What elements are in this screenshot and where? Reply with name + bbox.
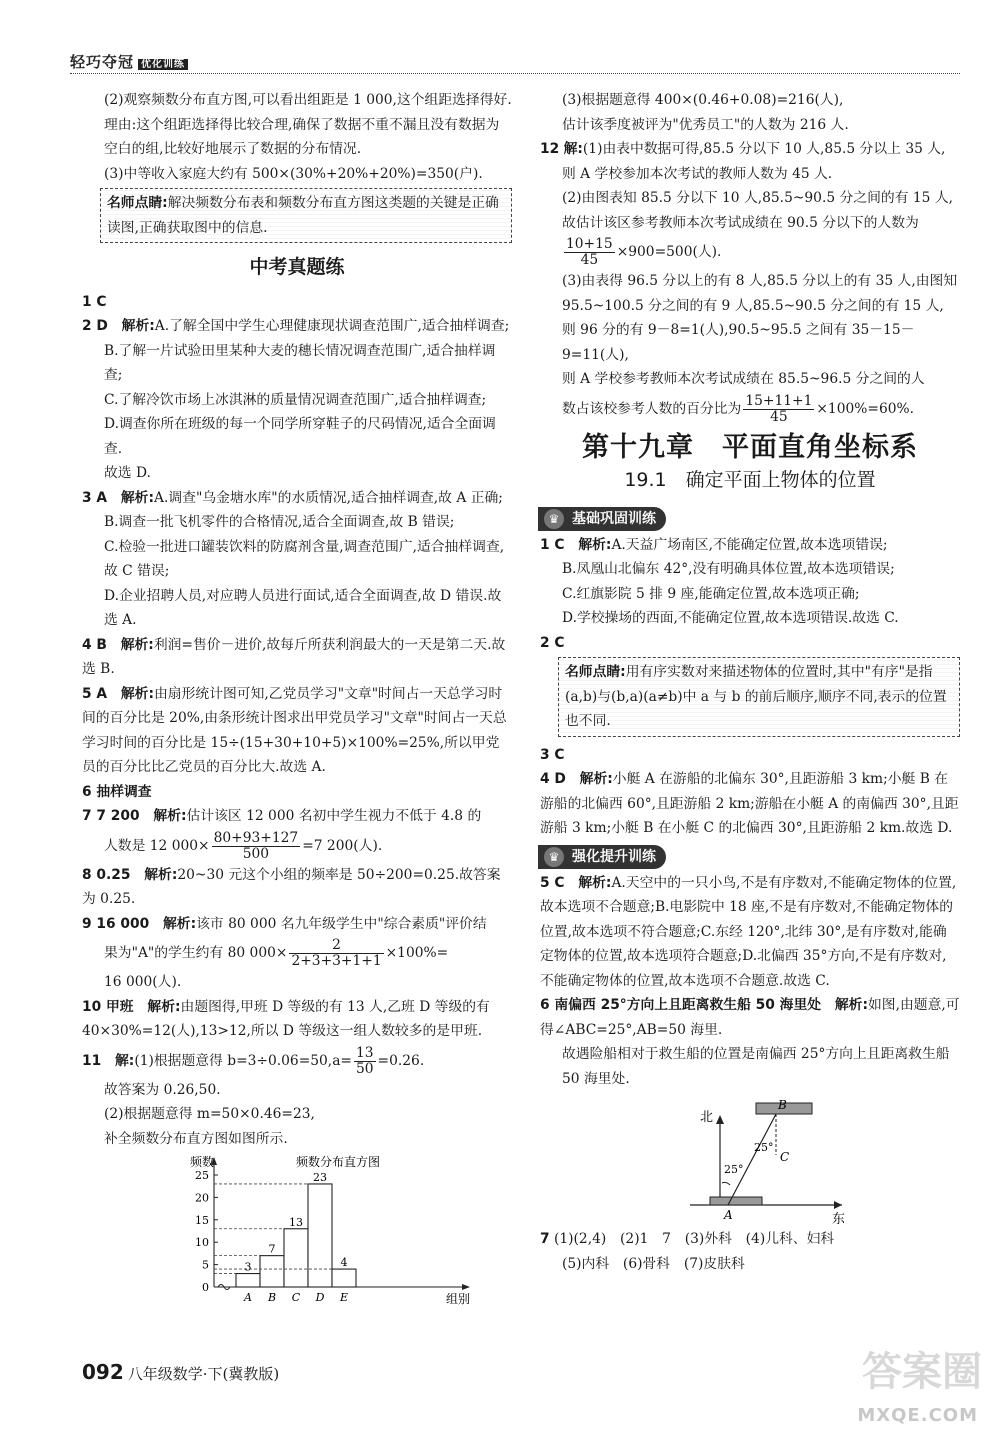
histogram-bar [284,1229,308,1287]
page-number: 092 [82,1360,124,1384]
answer-number: 7 [540,1231,550,1247]
tip-label: 名师点睛: [565,664,626,680]
answer-item [82,1044,512,1078]
numerator: 10+15 [566,236,613,252]
answer-text: 故答案为 0.26,50. [104,1081,221,1098]
histogram-bar [308,1184,332,1287]
page-footer [82,1360,279,1388]
answer-text: C.检验一批进口罐装饮料的防腐剂含量,调查范围广,适合抽样调查,故 C 错误; [104,538,505,579]
answer-number: 2 C [540,634,565,651]
answer-item [82,290,512,315]
answer-number: 6 抽样调查 [82,783,152,800]
band-label: 强化提升训练 [572,848,656,865]
tip-label: 名师点睛: [107,195,168,211]
answer-text: 由题图得,甲班 D 等级的有 13 人,乙班 D 等级的有 40×30%=12(人),13>12,所以 D 等级这一组人数较多的是甲班. [82,998,490,1039]
tip-box [100,188,512,243]
answer-number: 4 D [540,771,566,787]
answer-text: 该市 80 000 名九年级学生中"综合素质"评价结 [196,915,487,932]
answer-text: (1)由表中数据可得,85.5 分以下 10 人,85.5 分以上 35 人, [582,141,946,157]
crown-icon: ♛ [544,847,564,867]
answer-text: B.凤凰山北偏东 42°,没有明确具体位置,故本选项错误; [562,561,895,577]
bar-value-label: 23 [313,1170,327,1184]
denominator: 2+3+3+1+1 [291,953,382,969]
answer-text: D.企业招聘人员,对应聘人员进行面试,适合全面调查,故 D 错误.故选 A. [104,587,502,628]
x-category-label: C [291,1291,301,1304]
answer-item [82,780,512,805]
analysis-label: 解析: [147,998,181,1015]
answer-item [82,804,512,829]
answer-number: 6 南偏西 25°方向上且距离救生船 50 海里处 [540,997,822,1013]
answer-text: 则 A 学校参加本次考试的教师人数为 45 人. [562,165,833,182]
x-category-label: B [267,1291,277,1304]
denominator: 50 [355,1060,374,1077]
answer-item [82,863,512,912]
formula-text: ×900=500(人). [616,244,722,260]
fraction [564,237,615,268]
answer-number: 3 C [540,746,565,763]
y-tick-label: 20 [195,1191,209,1205]
answer-text: 由扇形统计图可知,乙党员学习"文章"时间占一天总学习时间的百分比是 20%,由条形统计图求出甲党员学习"文章"时间占一天总学习时间的百分比是 15÷(15+30+10+5)×100%=25%,所以甲党员的百分比比乙党员的百分比大.故选 A. [82,685,507,775]
x-category-label: E [339,1291,349,1304]
numerator: 15+11+1 [745,392,813,409]
ship-a [710,1197,762,1205]
subsection-title: 19.1 确定平面上物体的位置 [624,469,876,491]
fraction [354,1046,376,1077]
analysis-label: 解析: [578,536,612,553]
x-axis-arrow-icon [462,1284,470,1290]
bar-value-label: 7 [268,1242,276,1256]
answer-number: 4 B [82,636,107,653]
analysis-label: 解析: [834,997,868,1013]
chart-title: 频数分布直方图 [295,1154,381,1169]
solution-label: 解: [115,1052,135,1069]
answer-text: 故遇险船相对于救生船的位置是南偏西 25°方向上且距离救生船 50 海里处. [562,1046,950,1087]
x-category-label: D [315,1291,325,1304]
answer-text: (5)内科 (6)骨科 (7)皮肤科 [562,1255,745,1272]
y-tick-label: 0 [202,1281,209,1294]
bar-value-label: 4 [340,1256,348,1270]
answer-number: 1 C [82,293,107,310]
book-title: 八年级数学·下(冀教版) [127,1365,280,1383]
answer-text: 利润=售价－进价,故每斤所获利润最大的一天是第二天.故选 B. [82,636,506,677]
answer-text: (1)(2,4) (2)1 7 (3)外科 (4)儿科、妇科 [554,1231,835,1247]
answer-text: 估计该季度被评为"优秀员工"的人数为 216 人. [562,116,849,133]
answer-text: (2)由图表知 85.5 分以下 10 人,85.5~90.5 分之间的有 15 人, [562,190,954,206]
formula-text: (1)根据题意得 b=3÷0.06=50,a= [134,1052,352,1069]
formula-text: 人数是 12 000× [104,837,210,854]
formula-text: 果为"A"的学生约有 80 000× [104,945,288,961]
answer-number: 10 甲班 [82,998,134,1015]
analysis-label: 解析: [120,636,154,653]
north-label: 北 [700,1110,714,1125]
section-title: 中考真题练 [249,256,345,278]
answer-number: 12 [540,141,560,157]
watermark-url: MXQE.COM [857,1405,978,1426]
x-category-label: A [244,1291,252,1304]
point-a-label: A [724,1208,733,1222]
exercise-band [538,845,666,869]
y-tick-label: 15 [195,1213,209,1227]
answer-text: 估计该区 12 000 名初中学生视力不低于 4.8 的 [186,808,482,824]
answer-number: 5 C [540,874,565,891]
point-b-label: B [778,1097,787,1112]
formula-text: ×100%= [385,945,449,961]
answer-item [82,486,512,511]
answer-formula [540,392,960,426]
formula-text: ×100%=60%. [816,400,914,417]
answer-text: 如图,由题意,可得∠ABC=25°,AB=50 海里. [540,997,960,1038]
brand-name: 轻巧夺冠 [70,53,135,71]
tip-text: 用有序实数对来描述物体的位置时,其中"有序"是指(a,b)与(b,a)(a≠b)中 a 与 b 的前后顺序,顺序不同,表示的位置也不同. [565,664,947,729]
answer-text: (2)根据题意得 m=50×0.46=23, [104,1106,315,1122]
fraction [289,938,383,969]
answer-text: 小艇 A 在游船的北偏东 30°,且距游船 3 km;小艇 B 在游船的北偏西 60°,且距游船 2 km;游船在小艇 A 的南偏西 30°,且距游船 3 km;小艇 B 在小艇 C 的北偏西 30°,且距游船 2 km.故选 D. [540,771,959,836]
answer-item [540,1227,960,1252]
fraction [212,831,301,862]
answer-text: B.调查一批飞机零件的合格情况,适合全面调查,故 B 错误; [104,514,455,530]
formula-text: =0.26. [377,1052,425,1069]
answer-number: 11 [82,1052,102,1069]
answer-item [540,871,960,994]
answer-text: A.调查"乌金塘水库"的水质情况,适合抽样调查,故 A 正确; [154,489,503,506]
answer-formula [540,235,960,269]
y-tick-label: 5 [202,1258,209,1272]
answer-item [540,533,960,558]
answer-formula [82,936,512,970]
answer-item [82,682,512,780]
analysis-label: 解析: [121,318,155,334]
histogram-bar [332,1269,356,1287]
east-label: 东 [832,1212,846,1227]
formula-text: =7 200(人). [302,837,383,854]
analysis-label: 解析: [579,771,613,787]
analysis-label: 解析: [578,874,612,891]
north-arrow-icon [716,1115,724,1124]
answer-text: (2)观察频数分布直方图,可以看出组距是 1 000,这个组距选择得好. [104,92,512,108]
answer-text: (3)中等收入家庭大约有 500×(30%+20%+20%)=350(户). [104,165,483,182]
analysis-label: 解析: [153,808,187,824]
answer-text: A.天空中的一只小鸟,不是有序数对,不能确定物体的位置,故本选项不合题意;B.电影院中 18 座,不是有序数对,不能确定物体的位置,故本选项不符合题意;C.东经 120°,北纬 30°,是有序数对,能确定物体的位置,故本选项符合题意;D.北偏西 35°方向,不是有序数对,不能确定物体的位置,故本选项不合题意.故选 C. [540,874,957,989]
answer-text: 补全频数分布直方图如图所示. [104,1130,288,1147]
answer-text: 理由:这个组距选择得比较合理,确保了数据不重不漏且没有数据为空白的组,比较好地展示了数据的分布情况. [104,116,500,157]
tip-box [558,657,960,737]
bar-value-label: 3 [244,1260,252,1274]
answer-text: C.了解冷饮市场上冰淇淋的质量情况调查范围广,适合抽样调查; [104,391,487,408]
answer-number: 5 A [82,685,108,702]
answer-text: B.了解一片试验田里某种大麦的穗长情况调查范围广,适合抽样调查; [104,342,496,383]
answer-text: 20~30 元这个小组的频率是 50÷200=0.25.故答案为 0.25. [82,866,501,907]
answer-text: 则 96 分的有 9－8=1(人),90.5~95.5 之间有 35－15－9=11(人), [562,322,915,363]
numerator: 2 [289,938,383,954]
answer-text: 16 000(人). [104,974,182,990]
bearing-diagram [680,1097,850,1227]
answer-number: 9 16 000 [82,915,150,932]
answer-text: 故估计该区参考教师本次考试成绩在 90.5 分以下的人数为 [562,214,919,231]
answer-text: (3)根据题意得 400×(0.46+0.08)=216(人), [562,92,844,108]
answer-text: D.学校操场的西面,不能确定位置,故本选项错误.故选 C. [562,610,899,626]
analysis-label: 解析: [144,866,178,883]
chapter-title: 第十九章 平面直角坐标系 [582,431,918,463]
y-tick-label: 10 [195,1236,209,1250]
histogram-bar [260,1256,284,1287]
frequency-histogram [178,1153,478,1313]
angle-arc [722,1182,730,1185]
x-axis-title: 组别 [446,1292,471,1306]
answer-item [540,767,960,841]
histogram-bar [236,1274,260,1287]
page-header [70,50,960,72]
point-c-label: C [780,1150,790,1164]
answer-text: 则 A 学校参考教师本次考试成绩在 85.5~96.5 分之间的人 [562,371,925,387]
answer-number: 2 D [82,318,108,334]
analysis-label: 解析: [120,685,155,702]
answer-item [82,633,512,682]
bar-value-label: 13 [289,1215,303,1229]
answer-number: 3 A [82,489,108,506]
angle-label: 25° [724,1163,744,1176]
answer-text: D.调查你所在班级的每一个同学所穿鞋子的尺码情况,适合全面调查. [104,416,496,457]
angle-label: 25° [754,1141,774,1154]
answer-text: C.红旗影院 5 排 9 座,能确定位置,故本选项正确; [562,585,860,602]
watermark-logo: 答案圈 [862,1349,982,1395]
analysis-label: 解析: [163,915,197,932]
answer-item [82,995,512,1044]
answer-text: A.了解全国中学生心理健康现状调查范围广,适合抽样调查; [154,318,510,334]
answer-item [82,912,512,937]
y-tick-label: 25 [195,1169,209,1182]
answer-text: 故选 D. [104,465,151,481]
segment-ab [728,1114,776,1205]
denominator: 500 [242,845,270,862]
brand-subtitle: 优化训练 [138,59,188,70]
fraction [743,394,814,425]
band-label: 基础巩固训练 [572,510,656,527]
header-divider [70,73,960,74]
crown-icon: ♛ [544,509,564,529]
answer-item [540,993,960,1042]
answer-number: 8 0.25 [82,866,131,883]
answer-formula [82,829,512,863]
denominator: 45 [770,408,788,425]
analysis-label: 解析: [120,489,155,506]
answer-item [540,137,960,162]
formula-text: 数占该校参考人数的百分比为 [562,400,742,417]
answer-item [82,314,512,339]
answer-item [540,631,960,656]
answer-text: (3)由表得 96.5 分以上的有 8 人,85.5 分以上的有 35 人,由图知 95.5~100.5 分之间的有 9 人,85.5~90.5 分之间的有 15 人, [562,273,958,314]
tip-text: 解决频数分布表和频数分布直方图这类题的关键是正确读图,正确获取图中的信息. [107,195,499,236]
numerator: 80+93+127 [213,829,299,846]
answer-text: A.天益广场南区,不能确定位置,故本选项错误; [611,536,888,553]
answer-number: 1 C [540,536,565,553]
numerator: 13 [355,1044,374,1061]
y-axis-title: 频数 [190,1154,215,1169]
right-column [540,88,960,1276]
left-column [82,88,512,1313]
solution-label: 解: [563,141,583,157]
east-arrow-icon [834,1201,842,1209]
exercise-band [538,507,666,531]
answer-number: 7 7 200 [82,808,140,824]
answer-item [540,743,960,768]
denominator: 45 [580,252,599,268]
